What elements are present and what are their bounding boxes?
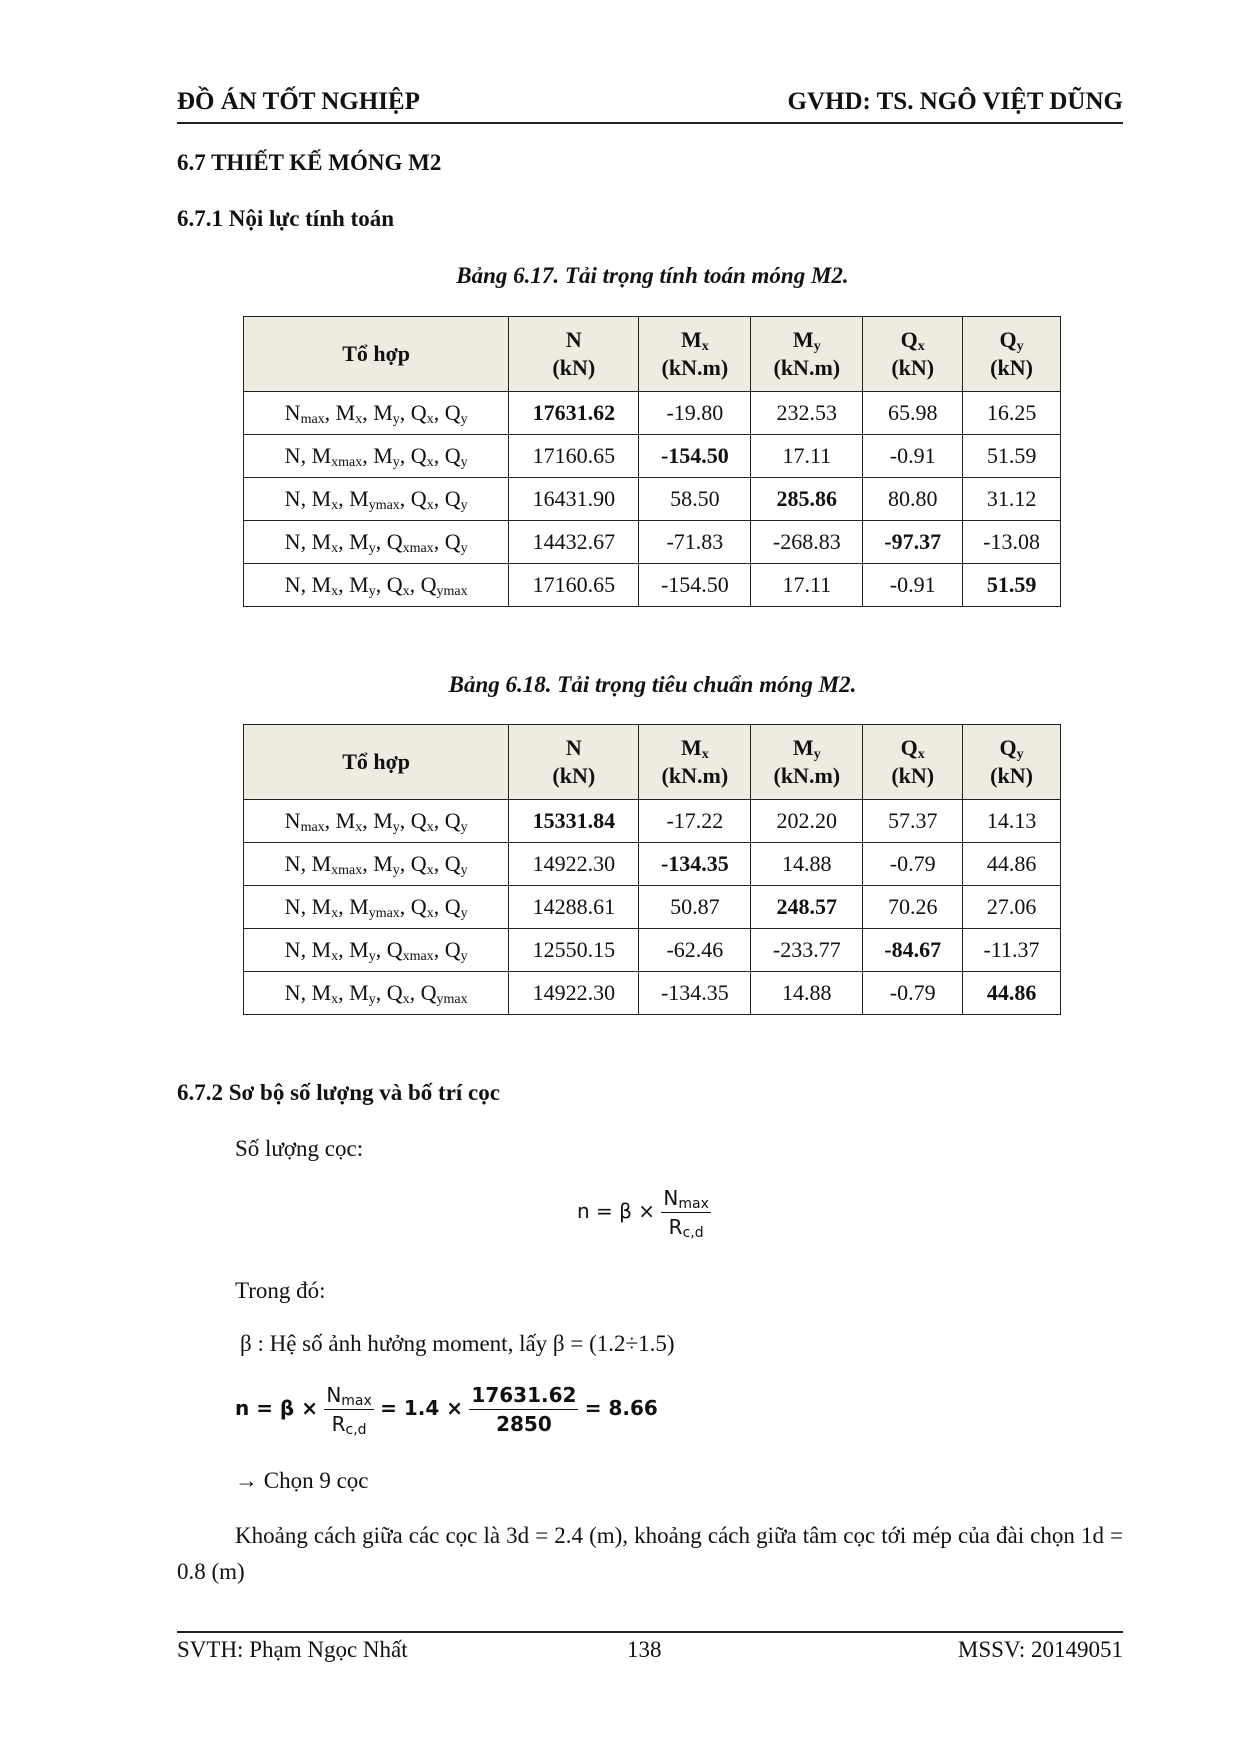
- piles-label: Số lượng cọc:: [235, 1136, 364, 1161]
- col-combo: Tổ hợp: [244, 725, 509, 800]
- cell: -0.79: [863, 972, 963, 1015]
- cell: 15331.84: [509, 800, 639, 843]
- cell: -19.80: [639, 392, 751, 435]
- cell: 14.88: [751, 972, 863, 1015]
- cell: 27.06: [963, 886, 1061, 929]
- col-n: N (kN): [509, 317, 639, 392]
- formula2-lhs: n = β ×: [235, 1396, 318, 1420]
- table-row: [244, 800, 1061, 843]
- table2-caption: Bảng 6.18. Tải trọng tiêu chuẩn móng M2.: [448, 672, 857, 697]
- cell: -268.83: [751, 521, 863, 564]
- cell: 285.86: [751, 478, 863, 521]
- cell: 65.98: [863, 392, 963, 435]
- cell: 14922.30: [509, 972, 639, 1015]
- cell: -71.83: [639, 521, 751, 564]
- table-header-row: [244, 725, 1061, 800]
- formula-lhs: n = β ×: [577, 1199, 656, 1223]
- page-footer: [177, 1631, 1123, 1669]
- col-qy: $Q_y$ (kN): [963, 725, 1061, 800]
- cell: 16.25: [963, 392, 1061, 435]
- col-my: $M_y$ (kN.m): [751, 317, 863, 392]
- table-header-row: [244, 317, 1061, 392]
- cell: -154.50: [639, 435, 751, 478]
- col-mx: $M_x$ (kN.m): [639, 725, 751, 800]
- cell: 70.26: [863, 886, 963, 929]
- cell: 51.59: [963, 435, 1061, 478]
- cell: -233.77: [751, 929, 863, 972]
- col-n: N (kN): [509, 725, 639, 800]
- row-label: N, $M_x$, $M_y$, $Q_x$, $Q_{ymax}$: [244, 972, 509, 1015]
- cell: 14.13: [963, 800, 1061, 843]
- col-qy: $Q_y$ (kN): [963, 317, 1061, 392]
- cell: -0.91: [863, 435, 963, 478]
- cell: 14432.67: [509, 521, 639, 564]
- cell: 17.11: [751, 435, 863, 478]
- cell: 58.50: [639, 478, 751, 521]
- cell: 17.11: [751, 564, 863, 607]
- table-row: [244, 478, 1061, 521]
- table-row: [244, 435, 1061, 478]
- cell: -62.46: [639, 929, 751, 972]
- cell: 14.88: [751, 843, 863, 886]
- choose-piles: → Chọn 9 cọc: [235, 1468, 369, 1493]
- cell: 14288.61: [509, 886, 639, 929]
- cell: 17160.65: [509, 435, 639, 478]
- col-qx: $Q_x$ (kN): [863, 725, 963, 800]
- footer-student: SVTH: Phạm Ngọc Nhất: [177, 1637, 408, 1662]
- cell: 17160.65: [509, 564, 639, 607]
- section-title: 6.7 THIẾT KẾ MÓNG M2: [177, 150, 442, 175]
- row-label: N, $M_x$, $M_y$, $Q_x$, $Q_{ymax}$: [244, 564, 509, 607]
- cell: 14922.30: [509, 843, 639, 886]
- table-row: [244, 521, 1061, 564]
- row-label: N, $M_x$, $M_y$, $Q_{xmax}$, $Q_y$: [244, 929, 509, 972]
- cell: 44.86: [963, 843, 1061, 886]
- formula2-result: = 8.66: [584, 1396, 658, 1420]
- subsection-title-2: 6.7.2 Sơ bộ số lượng và bố trí cọc: [177, 1080, 500, 1105]
- col-my: $M_y$ (kN.m): [751, 725, 863, 800]
- table1-caption: Bảng 6.17. Tải trọng tính toán móng M2.: [456, 263, 849, 288]
- cell: 248.57: [751, 886, 863, 929]
- cell: -0.91: [863, 564, 963, 607]
- header-right: GVHD: TS. NGÔ VIỆT DŨNG: [787, 88, 1123, 115]
- table-row: [244, 392, 1061, 435]
- fraction-values: $\frac{17631.62}{2850}$: [471, 1383, 577, 1436]
- cell: -154.50: [639, 564, 751, 607]
- row-label: $N_{max}$, $M_x$, $M_y$, $Q_x$, $Q_y$: [244, 392, 509, 435]
- page-header: [177, 86, 1123, 124]
- where-label: Trong đó:: [235, 1278, 326, 1303]
- cell: 17631.62: [509, 392, 639, 435]
- spacing-paragraph: Khoảng cách giữa các cọc là 3d = 2.4 (m), khoảng cách giữa tâm cọc tới mép của đài chọn 1d = 0.8 (m): [177, 1523, 1123, 1584]
- cell: -11.37: [963, 929, 1061, 972]
- cell: -84.67: [863, 929, 963, 972]
- table-row: [244, 886, 1061, 929]
- formula-pile-count: [577, 1186, 727, 1258]
- formula-calculation: [235, 1383, 658, 1453]
- cell: -134.35: [639, 843, 751, 886]
- cell: 57.37: [863, 800, 963, 843]
- cell: 51.59: [963, 564, 1061, 607]
- cell: 202.20: [751, 800, 863, 843]
- row-label: N, $M_x$, $M_{ymax}$, $Q_x$, $Q_y$: [244, 478, 509, 521]
- page-number: 138: [627, 1637, 662, 1662]
- fraction: $\frac{N_{max}}{R_{c,d}}$: [663, 1186, 709, 1241]
- footer-student-id: MSSV: 20149051: [957, 1637, 1123, 1662]
- col-qx: $Q_x$ (kN): [863, 317, 963, 392]
- row-label: N, $M_x$, $M_y$, $Q_{xmax}$, $Q_y$: [244, 521, 509, 564]
- col-combo: Tổ hợp: [244, 317, 509, 392]
- fraction: $\frac{N_{max}}{R_{c,d}}$: [326, 1383, 372, 1438]
- row-label: N, $M_{xmax}$, $M_y$, $Q_x$, $Q_y$: [244, 435, 509, 478]
- cell: 12550.15: [509, 929, 639, 972]
- header-left: ĐỒ ÁN TỐT NGHIỆP: [177, 88, 420, 115]
- cell: -0.79: [863, 843, 963, 886]
- cell: -97.37: [863, 521, 963, 564]
- cell: 80.80: [863, 478, 963, 521]
- table-row: [244, 564, 1061, 607]
- table-row: [244, 843, 1061, 886]
- formula2-mid: = 1.4 ×: [380, 1396, 464, 1420]
- table-2: [243, 724, 1061, 1015]
- table-row: [244, 929, 1061, 972]
- cell: -13.08: [963, 521, 1061, 564]
- row-label: N, $M_{xmax}$, $M_y$, $Q_x$, $Q_y$: [244, 843, 509, 886]
- row-label: N, $M_x$, $M_{ymax}$, $Q_x$, $Q_y$: [244, 886, 509, 929]
- cell: 44.86: [963, 972, 1061, 1015]
- cell: -17.22: [639, 800, 751, 843]
- cell: 232.53: [751, 392, 863, 435]
- col-mx: $M_x$ (kN.m): [639, 317, 751, 392]
- cell: -134.35: [639, 972, 751, 1015]
- table-1: [243, 316, 1061, 607]
- row-label: $N_{max}$, $M_x$, $M_y$, $Q_x$, $Q_y$: [244, 800, 509, 843]
- table-row: [244, 972, 1061, 1015]
- cell: 50.87: [639, 886, 751, 929]
- cell: 16431.90: [509, 478, 639, 521]
- beta-description: β : Hệ số ảnh hưởng moment, lấy β = (1.2÷1.5): [240, 1331, 675, 1356]
- cell: 31.12: [963, 478, 1061, 521]
- subsection-title-1: 6.7.1 Nội lực tính toán: [177, 206, 394, 231]
